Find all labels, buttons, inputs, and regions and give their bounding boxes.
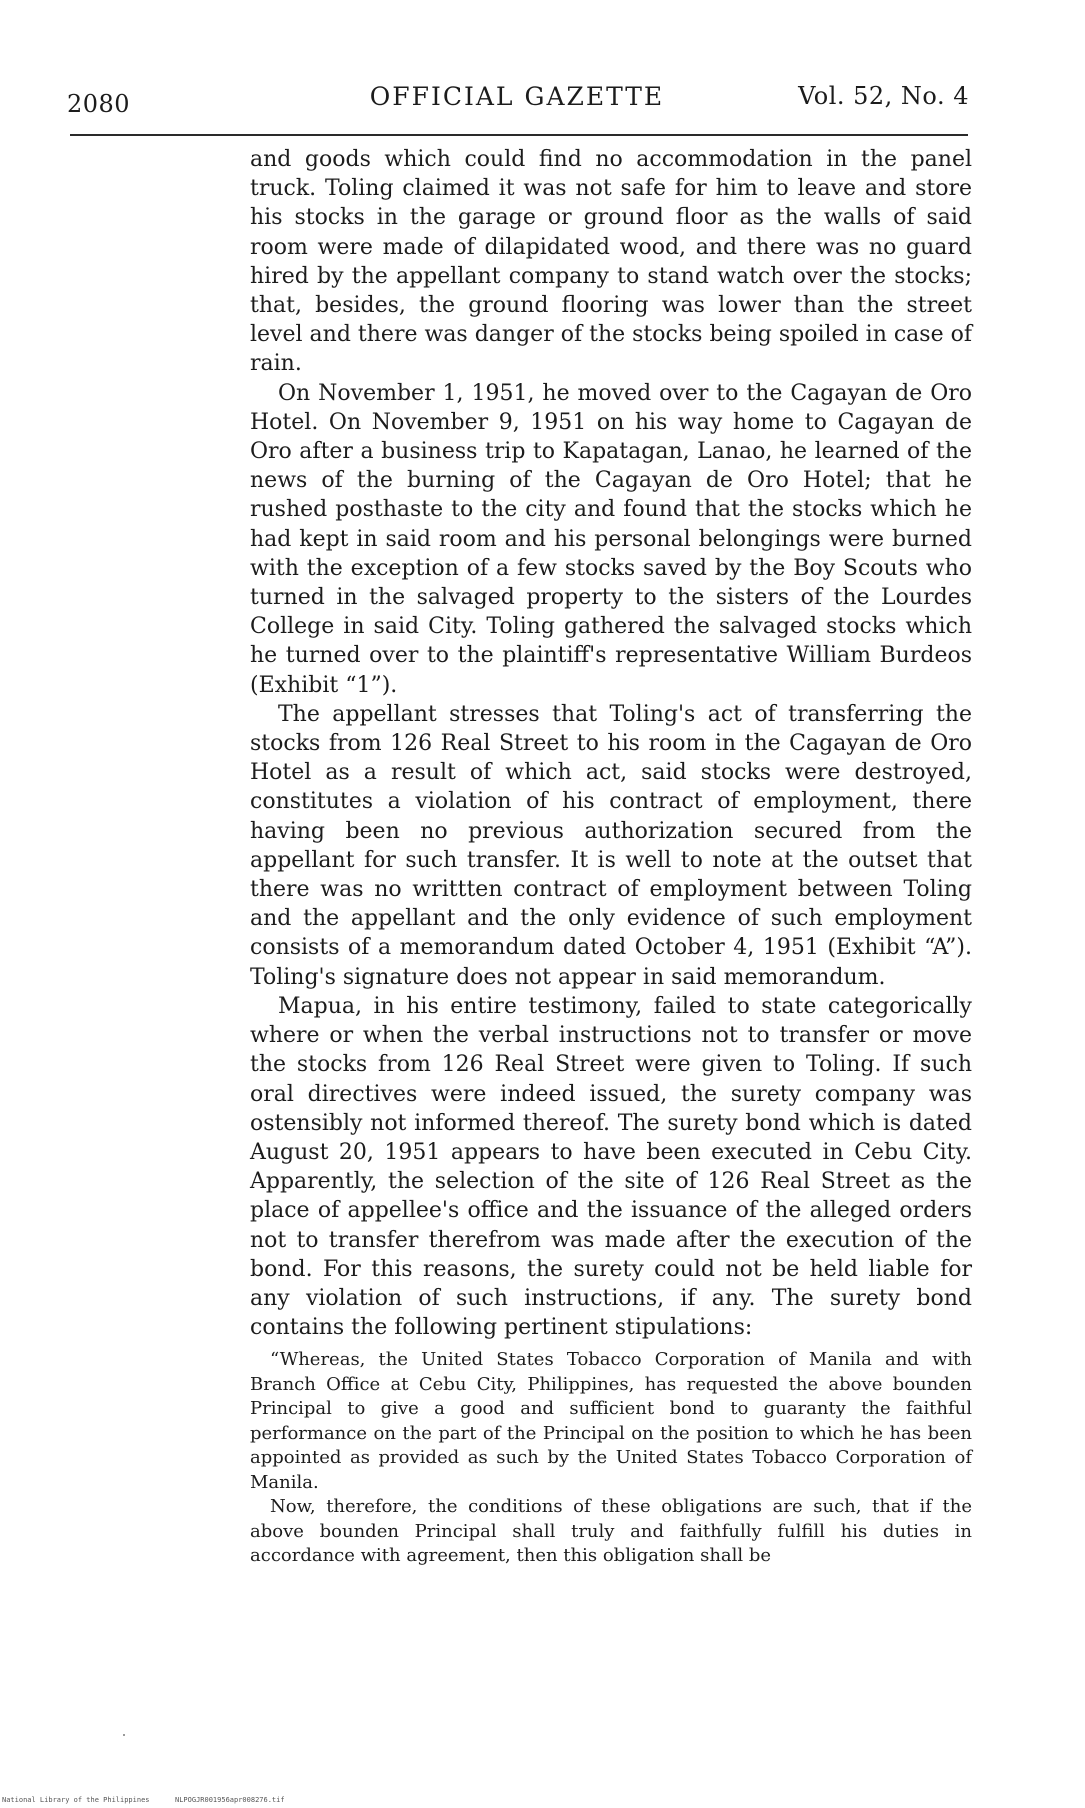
quote-now-therefore: Now, therefore, the conditions of these obligations are such, that if the above bounden Principal shall truly and faithfully fulfill his duties in accordance with agreement, then this obligation shall be [250,1496,972,1567]
running-title: OFFICIAL GAZETTE [369,82,665,111]
scan-filename: NLPOGJR001956apr008276.tif [175,1796,285,1804]
paragraph-continued: and goods which could find no accommodation in the panel truck. Toling claimed it was not safe for him to leave and store his stocks in the garage or ground floor as the walls of said room were made of dilapidated wood, and there was no guard hired by the appellant company to stand watch over the stocks; that, besides, the ground flooring was lower than the street level and there was danger of the stocks being spoiled in case of rain. [250,147,972,377]
scan-speck [123,1734,125,1736]
quote-whereas: “Whereas, the United States Tobacco Corporation of Manila and with Branch Office at Cebu City, Philippines, has requested the above bounden Principal to give a good and sufficient bond to guaranty the faithful performance on the part of the Principal on the position to which he has been appointed as provided as such by the United States Tobacco Corporation of Manila. [250,1349,972,1493]
page-header [67,82,967,122]
header-rule [70,134,968,136]
volume-number: Vol. 52, No. 4 [798,82,969,110]
page-number: 2080 [67,90,131,118]
paragraph-mapua-testimony: Mapua, in his entire testimony, failed to state categorically where or when the verbal instructions not to transfer or move the stocks from 126 Real Street were given to Toling. If such oral directives were indeed issued, the surety company was ostensibly not informed thereof. The surety bond which is dated August 20, 1951 appears to have been executed in Cebu City. Apparently, the selection of the site of 126 Real Street as the place of appellee's office and the issuance of the alleged orders not to transfer therefrom was made after the execution of the bond. For this reasons, the surety could not be held liable for any violation of such instructions, if any. The surety bond contains the following pertinent stipulations: [250,993,972,1341]
paragraph-hotel-fire: On November 1, 1951, he moved over to the Cagayan de Oro Hotel. On November 9, 1951 on his way home to Cagayan de Oro after a business trip to Kapatagan, Lanao, he learned of the news of the burning of the Cagayan de Oro Hotel; that he rushed posthaste to the city and found that the stocks which he had kept in said room and his personal belongings were burned with the exception of a few stocks saved by the Boy Scouts who turned in the salvaged property to the sisters of the Lourdes College in said City. Toling gathered the salvaged stocks which he turned over to the plaintiff's representative William Burdeos (Exhibit “1”). [250,380,972,698]
bond-quote [250,1348,972,1569]
body-text [250,145,972,1569]
paragraph-appellant-stresses: The appellant stresses that Toling's act of transferring the stocks from 126 Real Street to his room in the Cagayan de Oro Hotel as a result of which act, said stocks were destroyed, constitutes a violation of his contract of employment, there having been no previous authorization secured from the appellant for such transfer. It is well to note at the outset that there was no writtten contract of employment between Toling and the appellant and the only evidence of such employment consists of a memorandum dated October 4, 1951 (Exhibit “A”). Toling's signature does not appear in said memorandum. [250,701,972,990]
scan-source: National Library of the Philippines [2,1796,150,1804]
